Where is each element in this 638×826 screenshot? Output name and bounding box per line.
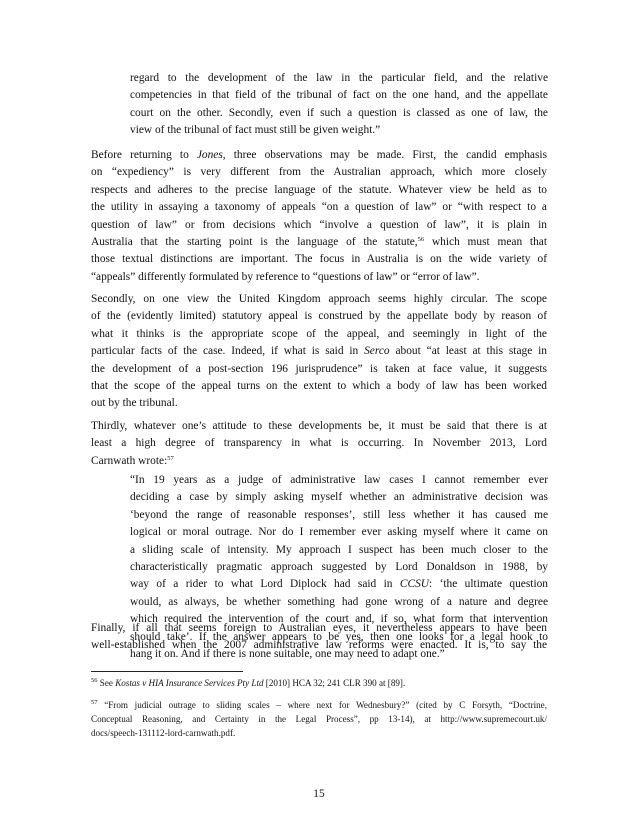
footnote-line[interactable]: docs/speech-131112-lord-carnwath.pdf. <box>91 728 236 738</box>
text-line: court on the other. Secondly, even if such a question is classed as one of law, the <box>130 106 548 119</box>
text-run: which must mean that <box>424 236 547 249</box>
footnote-57 <box>91 698 547 740</box>
text-line: hang it on. And if there is none suitable, one may need to adapt one.” <box>130 648 445 661</box>
text-line: of the (evidently limited) statutory appeal is construed by the appellate body by reason of <box>91 310 547 323</box>
text-line: well-established when the 2007 administrative law reforms were enacted. It is, to say the <box>91 639 547 652</box>
text-line: what it thinks is the appropriate scope of the appeal, and seemingly in light of the <box>91 327 547 340</box>
text-line <box>91 234 547 251</box>
footnote-ref-57[interactable]: 57 <box>167 454 174 462</box>
case-name: Jones <box>196 149 223 161</box>
footnote-line <box>91 676 547 690</box>
footnote-separator <box>91 671 243 672</box>
text-line: a sliding scale of intensity. My approach I suspect has been much closer to the <box>130 543 548 556</box>
footnote-number: 57 <box>91 699 98 706</box>
text-line: least a high degree of transparency in what is occurring. In November 2013, Lord <box>91 437 547 450</box>
text-line: regard to the development of the law in the particular field, and the relative <box>130 72 548 84</box>
text-line: Secondly, on one view the United Kingdom approach seems highly circular. The scope <box>91 293 547 305</box>
text-run: Before returning to <box>91 149 197 161</box>
case-name: CCSU <box>399 578 430 591</box>
text-line: respects and adheres to the precise language of the statute. Whatever view be held as to <box>91 183 547 196</box>
text-line <box>91 147 547 164</box>
text-run: about “at least at this stage in <box>389 345 547 358</box>
footnote-line[interactable]: Conceptual Reasoning, and Certainty in the Legal Process”, pp 13-14), at http://www.supremecourt.uk/ <box>91 714 547 724</box>
text-line: those textual distinctions are important. The focus in Australia is on the wide variety of <box>91 253 547 266</box>
footnote-number: 56 <box>91 677 98 684</box>
case-name: Kostas v HIA Insurance Services Pty Ltd <box>115 678 264 688</box>
text-run: particular facts of the case. Indeed, if what is said in <box>91 345 365 358</box>
block-quote-continuation <box>130 70 548 140</box>
text-line: Thirdly, whatever one’s attitude to these developments be, it must be said that there is at <box>91 420 547 432</box>
text-run: See <box>97 678 116 688</box>
footnote-56 <box>91 676 547 690</box>
text-run: , three observations may be made. First, the candid emphasis <box>222 149 547 161</box>
text-line: should take’. If the answer appears to be yes, then one looks for a legal hook to <box>130 630 548 643</box>
text-run: “From judicial outrage to sliding scales – where next for Wednesbury?” (cited by C Forsyth, “Doctrine, <box>97 700 547 710</box>
text-line <box>91 343 547 360</box>
paragraph-secondly <box>91 291 547 413</box>
text-line: deciding a case by simply asking myself whether an administrative decision was <box>130 491 548 504</box>
footnote-ref-56[interactable]: 56 <box>417 236 425 244</box>
text-line <box>130 576 548 593</box>
text-run: Australia that the starting point is the language of the statute, <box>91 236 418 249</box>
text-line: the development of a post-section 196 jurisprudence” is taken at face value, it suggests <box>91 362 547 375</box>
text-line: which required the intervention of the court and, if so, what form that intervention <box>130 613 548 626</box>
text-run: : ‘the ultimate question <box>429 578 549 591</box>
text-run: [2010] HCA 32; 241 CLR 390 at [89]. <box>263 678 406 688</box>
text-line: the utility in assaying a taxonomy of appeals “on a question of law” or “with respect to a <box>91 201 547 214</box>
text-line <box>91 453 547 470</box>
text-line: that the scope of the appeal turns on the extent to which a body of law has been worked <box>91 380 547 393</box>
text-line: question of law” or from decisions which “involve a question of law”, it is plain in <box>91 218 547 231</box>
text-line: would, as always, be whether something had gone wrong of a nature and degree <box>130 595 548 608</box>
text-line: on “expediency” is very different from the Australian approach, which more closely <box>91 166 547 179</box>
text-line: competencies in that field of the tribunal of fact on the one hand, and the appellate <box>130 89 548 102</box>
page-number: 15 <box>313 788 325 800</box>
paragraph-finally <box>91 620 547 655</box>
paragraph-thirdly <box>91 418 547 470</box>
text-line: “appeals” differently formulated by reference to “questions of law” or “error of law”. <box>91 270 480 283</box>
text-line: view of the tribunal of fact must still be given weight.” <box>130 124 381 137</box>
text-line: “In 19 years as a judge of administrative law cases I cannot remember ever <box>130 474 548 486</box>
text-line: ‘beyond the range of reasonable responses’, still less whether it has caused me <box>130 508 548 521</box>
footnote-line <box>91 698 547 712</box>
paragraph-observations <box>91 147 547 286</box>
text-line: Finally, if all that seems foreign to Australian eyes, it nevertheless appears to have been <box>91 622 547 634</box>
text-run: way of a rider to what Lord Diplock had said in <box>130 578 400 591</box>
text-line: out by the tribunal. <box>91 397 178 410</box>
text-line: characteristically pragmatic approach suggested by Lord Donaldson in 1988, by <box>130 561 548 574</box>
text-run: Carnwath wrote: <box>91 454 168 467</box>
case-name: Serco <box>364 345 390 358</box>
text-line: logical or moral outrage. Nor do I remember ever asking myself where it came on <box>130 526 548 539</box>
